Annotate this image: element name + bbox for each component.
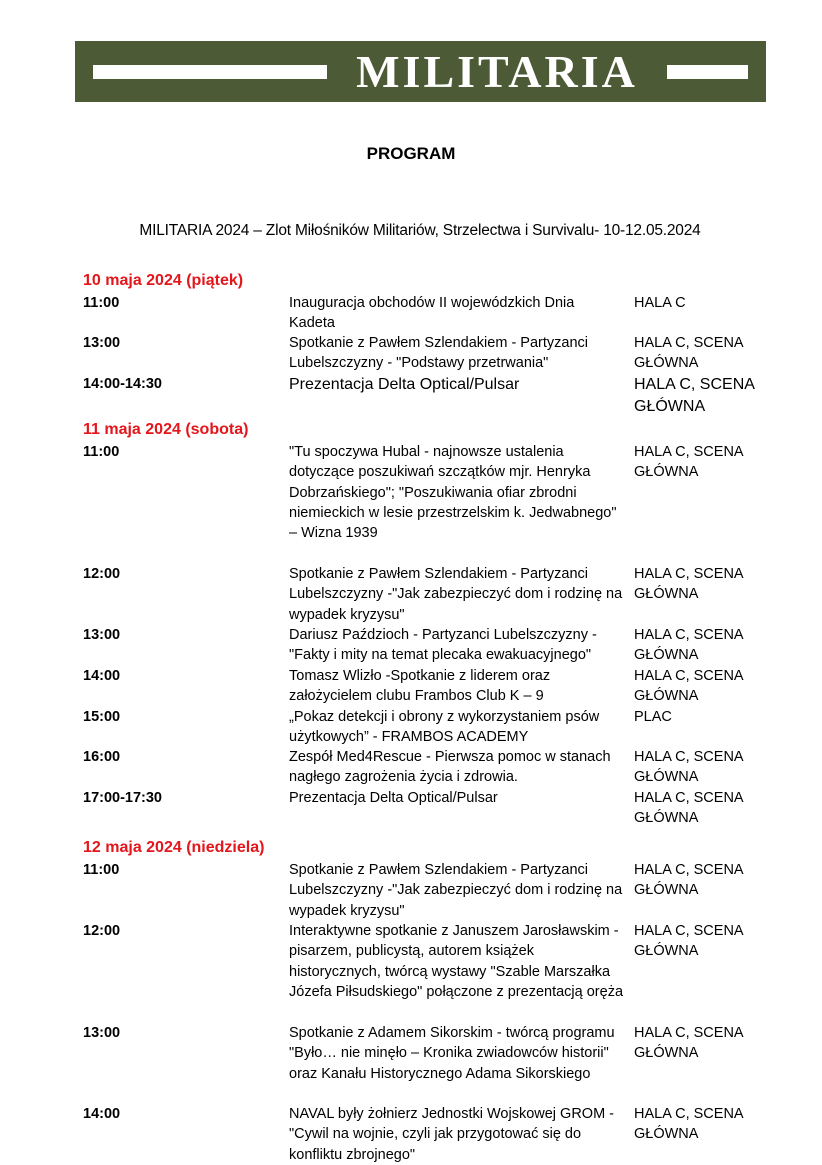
day-heading: 11 maja 2024 (sobota) bbox=[83, 421, 249, 438]
program-heading: PROGRAM bbox=[366, 144, 456, 163]
event-location: PLAC bbox=[634, 709, 672, 725]
event-description: Interaktywne spotkanie z Januszem Jarosławskim - pisarzem, publicystą, autorem książek historycznych, twórcą wystawy "Szable Marszałka Józefa Piłsudskiego" połączone z prezentacją oręża bbox=[289, 923, 624, 1000]
event-subtitle: MILITARIA 2024 – Zlot Miłośników Militariów, Strzelectwa i Survivalu- 10-12.05.2024 bbox=[139, 222, 701, 239]
schedule-row bbox=[83, 788, 773, 836]
event-location: HALA C, SCENA GŁÓWNA bbox=[634, 566, 743, 603]
event-description: Spotkanie z Pawłem Szlendakiem - Partyzanci Lubelszczyzny -"Jak zabezpieczyć dom i rodzinę na wypadek kryzysu" bbox=[289, 566, 623, 623]
event-location: HALA C, SCENA GŁÓWNA bbox=[634, 862, 743, 899]
event-time: 12:00 bbox=[83, 923, 121, 939]
event-time: 16:00 bbox=[83, 749, 121, 765]
event-time: 13:00 bbox=[83, 627, 121, 643]
event-time: 12:00 bbox=[83, 566, 121, 582]
event-location: HALA C, SCENA GŁÓWNA bbox=[634, 335, 743, 372]
event-location: HALA C, SCENA GŁÓWNA bbox=[634, 376, 755, 415]
schedule-row bbox=[83, 1104, 773, 1165]
event-time: 13:00 bbox=[83, 1025, 121, 1041]
event-description: NAVAL były żołnierz Jednostki Wojskowej GROM - "Cywil na wojnie, czyli jak przygotować się do konfliktu zbrojnego" bbox=[289, 1106, 615, 1163]
schedule-row bbox=[83, 921, 773, 1023]
event-location: HALA C, SCENA GŁÓWNA bbox=[634, 1025, 743, 1062]
event-description: Inauguracja obchodów II wojewódzkich Dnia Kadeta bbox=[289, 295, 575, 332]
event-description: Prezentacja Delta Optical/Pulsar bbox=[289, 790, 498, 806]
schedule-row bbox=[83, 333, 773, 374]
program-schedule bbox=[83, 269, 773, 1165]
schedule-row bbox=[83, 564, 773, 625]
event-description: Tomasz Wlizło -Spotkanie z liderem oraz założycielem clubu Frambos Club K – 9 bbox=[289, 668, 551, 705]
event-description: "Tu spoczywa Hubal - najnowsze ustalenia dotyczące poszukiwań szczątków mjr. Henryka Dobrzańskiego"; "Poszukiwania ofiar zbrodni niemieckich w lesie przestrzelskim k. Jedwabnego" – Wizna 1939 bbox=[289, 444, 617, 542]
day-heading: 12 maja 2024 (niedziela) bbox=[83, 839, 265, 856]
event-description: „Pokaz detekcji i obrony z wykorzystaniem psów użytkowych” - FRAMBOS ACADEMY bbox=[289, 709, 600, 746]
event-location: HALA C, SCENA GŁÓWNA bbox=[634, 749, 743, 786]
event-location: HALA C, SCENA GŁÓWNA bbox=[634, 668, 743, 705]
event-description: Spotkanie z Pawłem Szlendakiem - Partyzanci Lubelszczyzny -"Jak zabezpieczyć dom i rodzinę na wypadek kryzysu" bbox=[289, 862, 623, 919]
event-time: 14:00-14:30 bbox=[83, 376, 162, 392]
event-time: 17:00-17:30 bbox=[83, 790, 162, 806]
schedule-row bbox=[83, 442, 773, 564]
schedule-row bbox=[83, 1023, 773, 1104]
schedule-row bbox=[83, 293, 773, 333]
event-time: 11:00 bbox=[83, 444, 120, 460]
event-location: HALA C bbox=[634, 295, 686, 311]
event-time: 13:00 bbox=[83, 335, 121, 351]
militaria-banner bbox=[75, 41, 766, 102]
event-location: HALA C, SCENA GŁÓWNA bbox=[634, 790, 743, 827]
event-location: HALA C, SCENA GŁÓWNA bbox=[634, 1106, 743, 1143]
event-time: 11:00 bbox=[83, 295, 120, 311]
schedule-row bbox=[83, 374, 773, 418]
event-time: 14:00 bbox=[83, 668, 121, 684]
event-description: Spotkanie z Pawłem Szlendakiem - Partyzanci Lubelszczyzny - "Podstawy przetrwania" bbox=[289, 335, 588, 372]
schedule-row bbox=[83, 747, 773, 788]
day-heading: 10 maja 2024 (piątek) bbox=[83, 272, 244, 289]
event-location: HALA C, SCENA GŁÓWNA bbox=[634, 444, 743, 481]
schedule-row bbox=[83, 707, 773, 747]
schedule-row bbox=[83, 625, 773, 666]
event-location: HALA C, SCENA GŁÓWNA bbox=[634, 923, 743, 960]
event-description: Prezentacja Delta Optical/Pulsar bbox=[289, 376, 520, 393]
event-time: 14:00 bbox=[83, 1106, 121, 1122]
event-time: 15:00 bbox=[83, 709, 121, 725]
event-time: 11:00 bbox=[83, 862, 120, 878]
event-description: Dariusz Paździoch - Partyzanci Lubelszczyzny - "Fakty i mity na temat plecaka ewakuacyjnego" bbox=[289, 627, 597, 664]
event-description: Spotkanie z Adamem Sikorskim - twórcą programu "Było… nie minęło – Kronika zwiadowców historii" oraz Kanału Historycznego Adama Sikorskiego bbox=[289, 1025, 615, 1082]
schedule-row bbox=[83, 860, 773, 921]
event-location: HALA C, SCENA GŁÓWNA bbox=[634, 627, 743, 664]
event-description: Zespół Med4Rescue - Pierwsza pomoc w stanach nagłego zagrożenia życia i zdrowia. bbox=[289, 749, 611, 786]
banner-title: MILITARIA bbox=[356, 46, 638, 97]
schedule-row bbox=[83, 666, 773, 707]
